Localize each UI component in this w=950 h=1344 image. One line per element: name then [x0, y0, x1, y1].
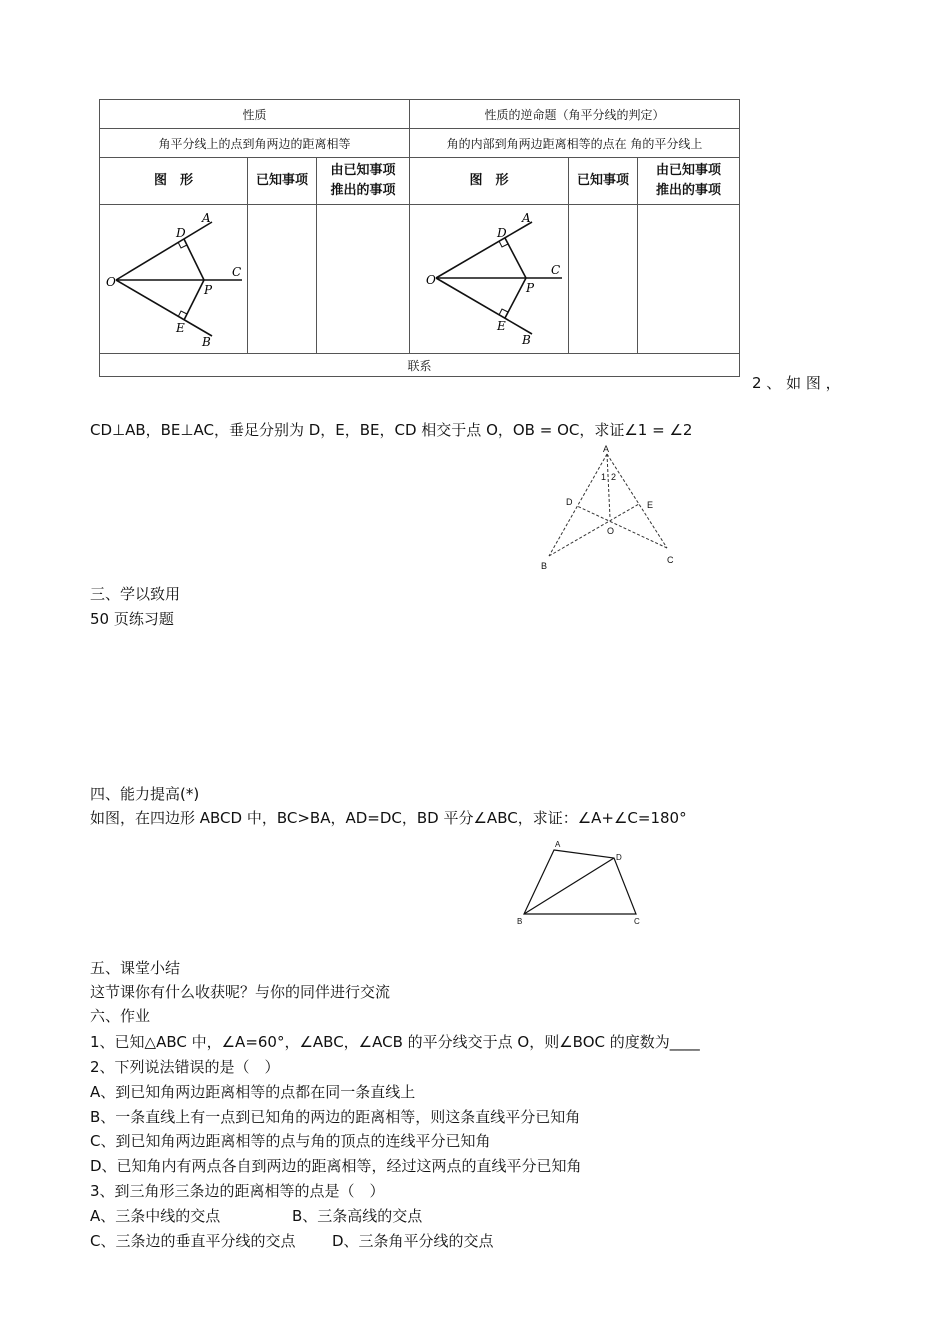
- known-cell-right: [569, 205, 638, 354]
- angle-bisector-figure-right: [414, 208, 564, 348]
- label-C-right: C: [551, 262, 561, 277]
- quad-label-B: B: [517, 917, 523, 926]
- label-E-left: E: [175, 320, 185, 335]
- p2-label-O: O: [607, 526, 615, 536]
- property-right: 角的内部到角两边距离相等的点在 角的平分线上: [410, 129, 740, 158]
- col-figure-left: 图 形: [100, 158, 248, 205]
- label-P-left: P: [203, 282, 212, 297]
- label-A-left: A: [201, 210, 211, 225]
- label-O-right: O: [426, 272, 436, 287]
- quadrilateral-figure: [510, 838, 650, 930]
- label-A-right: A: [522, 210, 531, 225]
- hw-q2-option-a: A、到已知角两边距离相等的点都在同一条直线上: [90, 1083, 416, 1101]
- property-left: 角平分线上的点到角两边的距离相等: [100, 129, 410, 158]
- p2-label-E: E: [647, 500, 654, 510]
- hw-q3: 3、到三角形三条边的距离相等的点是（ ）: [90, 1182, 385, 1200]
- hw-q2: 2、下列说法错误的是（ ）: [90, 1058, 280, 1076]
- known-cell-left: [248, 205, 317, 354]
- section4-title: 四、能力提高(*): [90, 785, 200, 803]
- label-C-left: C: [231, 264, 241, 279]
- label-D-left: D: [175, 225, 186, 240]
- section4-text: 如图，在四边形 ABCD 中，BC>BA，AD=DC，BD 平分∠ABC，求证：∠A+∠C=180°: [90, 809, 687, 827]
- hw-q3-option-c: C、三条边的垂直平分线的交点: [90, 1232, 296, 1250]
- header-left: 性质: [100, 100, 410, 129]
- figure-cell-right: [410, 205, 569, 354]
- header-right: 性质的逆命题（角平分线的判定）: [410, 100, 740, 129]
- problem2-text: CD⊥AB，BE⊥AC，垂足分别为 D，E，BE，CD 相交于点 O，OB = OC，求证∠1 = ∠2: [90, 421, 693, 439]
- quad-label-D: D: [616, 853, 622, 862]
- section5-title: 五、课堂小结: [90, 959, 181, 977]
- col-derived-left: [317, 158, 410, 205]
- p2-label-A: A: [603, 444, 610, 454]
- label-P-right: P: [526, 280, 535, 295]
- hw-q2-option-c: C、到已知角两边距离相等的点与角的顶点的连线平分已知角: [90, 1132, 491, 1150]
- col-derived-right: [638, 158, 740, 205]
- p2-label-B: B: [541, 561, 548, 571]
- problem2-figure: [535, 442, 685, 572]
- label-O-left: O: [105, 274, 116, 289]
- col-derived-right-2: 推出的事项: [655, 183, 721, 198]
- hw-q3-option-a: A、三条中线的交点: [90, 1207, 221, 1225]
- p2-label-1: 1: [601, 472, 607, 482]
- p2-label-D: D: [566, 497, 573, 507]
- angle-bisector-figure-left: [104, 208, 244, 348]
- section3-title: 三、学以致用: [90, 585, 181, 603]
- derived-cell-left: [317, 205, 410, 354]
- p2-label-2: 2: [611, 472, 617, 482]
- col-derived-left-1: 由已知事项: [330, 163, 396, 178]
- hw-q1: 1、已知△ABC 中，∠A=60°，∠ABC，∠ACB 的平分线交于点 O，则∠BOC 的度数为____: [90, 1033, 700, 1051]
- col-known-right: 已知事项: [569, 158, 638, 205]
- label-E-right: E: [497, 318, 506, 333]
- problem2-prefix: 2 、 如 图 ，: [752, 374, 841, 392]
- col-derived-left-2: 推出的事项: [330, 183, 396, 198]
- col-figure-right: 图 形: [410, 158, 569, 205]
- derived-cell-right: [638, 205, 740, 354]
- property-table: [99, 99, 740, 377]
- figure-cell-left: [100, 205, 248, 354]
- p2-label-C: C: [667, 555, 674, 565]
- section6-title: 六、作业: [90, 1007, 151, 1025]
- section3-text: 50 页练习题: [90, 610, 174, 628]
- label-D-right: D: [497, 225, 507, 240]
- hw-q2-option-b: B、一条直线上有一点到已知角的两边的距离相等，则这条直线平分已知角: [90, 1108, 581, 1126]
- quad-label-C: C: [634, 917, 640, 926]
- hw-q3-option-b: B、三条高线的交点: [292, 1207, 423, 1225]
- section5-text: 这节课你有什么收获呢？与你的同伴进行交流: [90, 983, 391, 1001]
- quad-label-A: A: [555, 840, 561, 849]
- label-B-left: B: [201, 334, 211, 348]
- col-derived-right-1: 由已知事项: [655, 163, 721, 178]
- hw-q2-option-d: D、已知角内有两点各自到两边的距离相等，经过这两点的直线平分已知角: [90, 1157, 582, 1175]
- table-footer: 联系: [100, 354, 740, 377]
- col-known-left: 已知事项: [248, 158, 317, 205]
- label-B-right: B: [522, 332, 531, 347]
- hw-q3-option-d: D、三条角平分线的交点: [332, 1232, 494, 1250]
